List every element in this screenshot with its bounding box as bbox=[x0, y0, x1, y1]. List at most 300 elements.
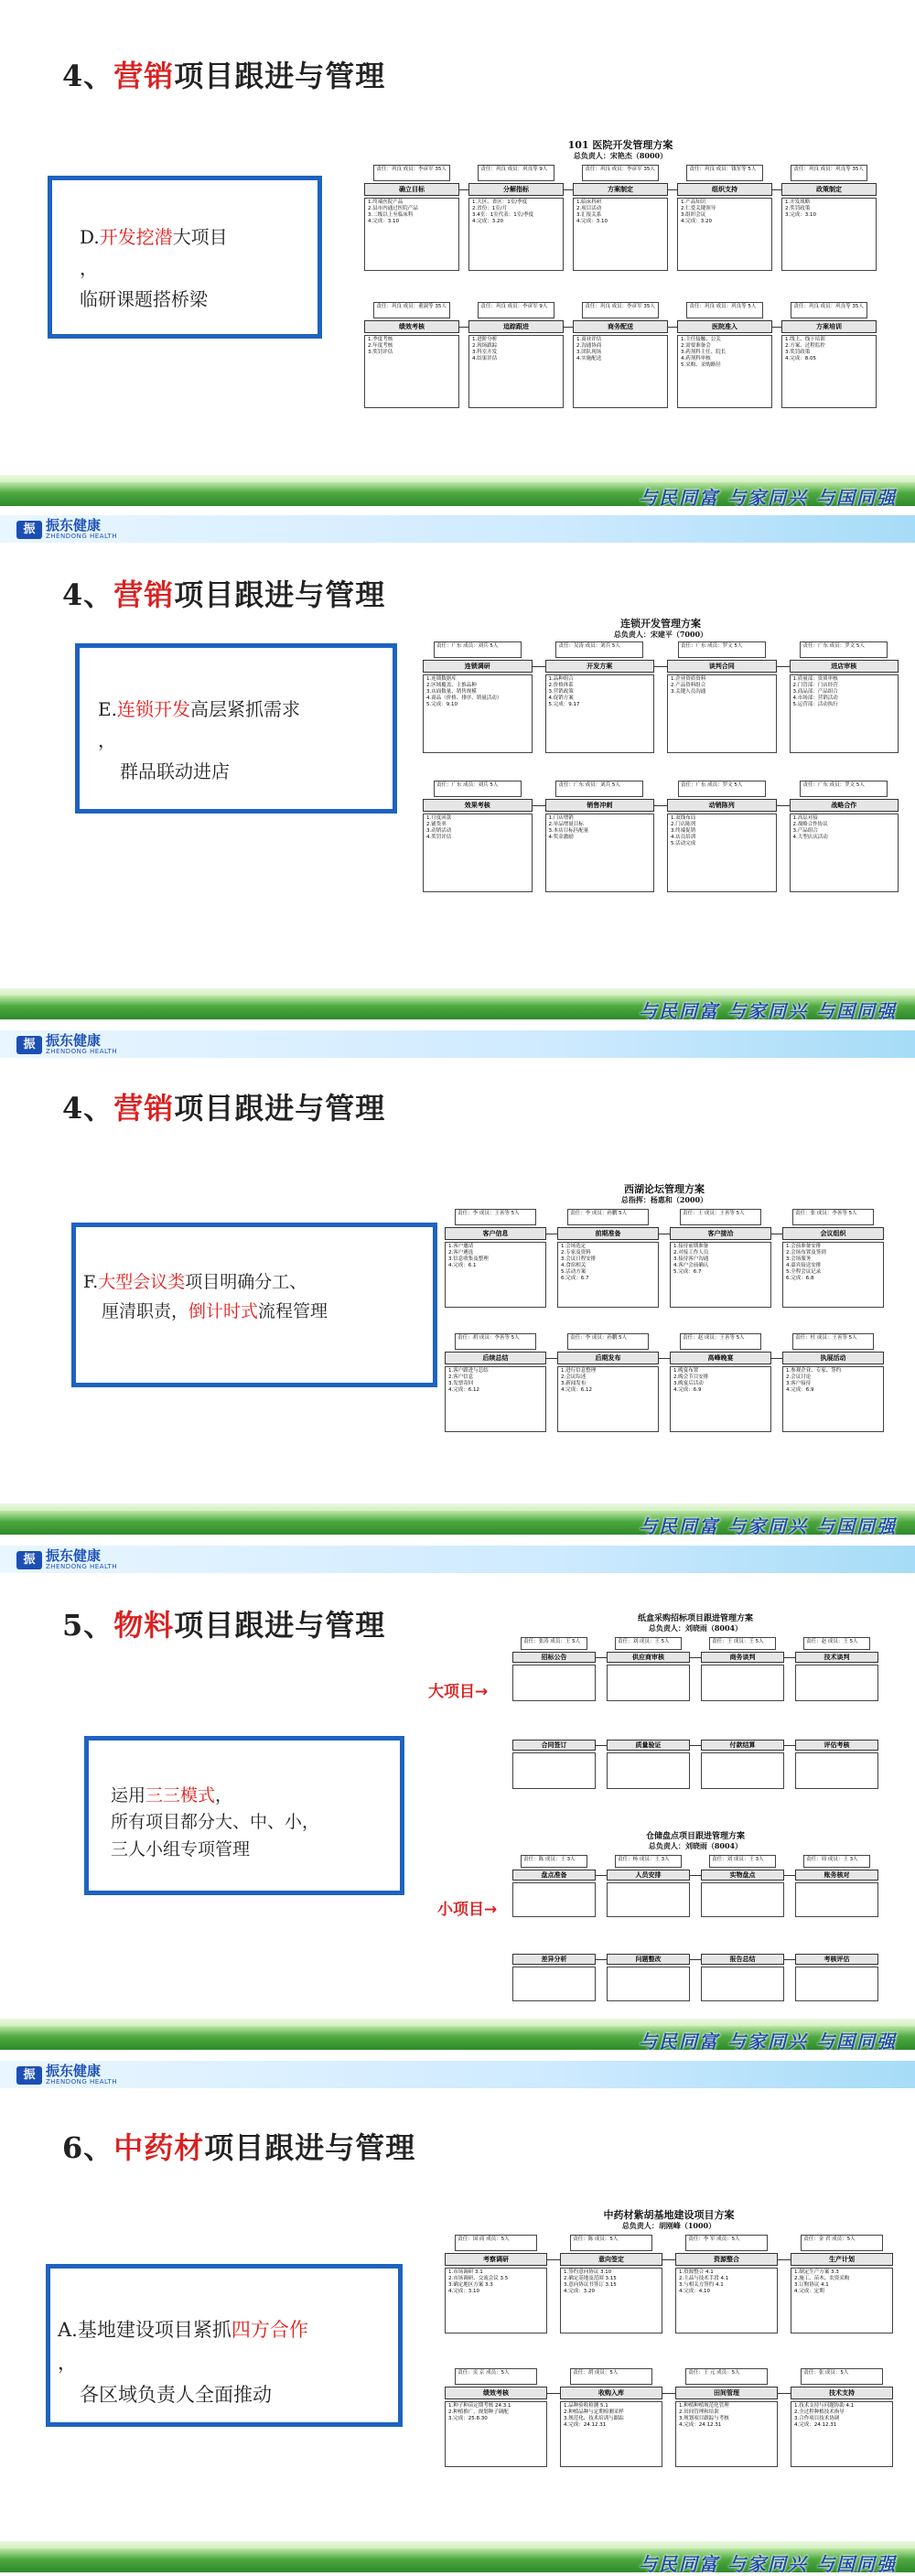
top-stage-box: 前期准备 bbox=[557, 1227, 659, 1240]
task-item: 4.店员培训 bbox=[671, 835, 696, 840]
task-item: 3.完成：25.8.30 bbox=[448, 2416, 488, 2421]
task-item: 3.客户接待 bbox=[786, 1381, 812, 1386]
connector-line bbox=[533, 666, 545, 667]
bottom-responsible-box: 责任：广东 成员：罗文 5人 bbox=[678, 781, 766, 797]
bottom-stage-box: 质量验证 bbox=[607, 1740, 690, 1751]
bottom-task-list bbox=[423, 814, 533, 892]
task-item: 4.完成：3.20 bbox=[564, 2289, 595, 2294]
connector-line bbox=[784, 1657, 795, 1658]
task-item: 2.专家及资料 bbox=[561, 1250, 591, 1256]
top-responsible-box: 责任：刘 成员：王 3人 bbox=[709, 1855, 776, 1868]
task-item: 5.完成：6.7 bbox=[673, 1269, 702, 1275]
task-item: 2.方案、过程监控 bbox=[785, 343, 825, 349]
task-item: 3.终端促销 bbox=[671, 828, 696, 834]
task-item: 4.完成：6.9 bbox=[673, 1387, 702, 1393]
top-responsible-box: 责任：王 成员：王善等 5人 bbox=[680, 1209, 761, 1225]
bottom-stage-box: 执展活动 bbox=[782, 1352, 884, 1364]
chart-subtitle: 总负责人：宋建平（7000） bbox=[613, 630, 708, 639]
task-item: 4.完成：3.10 bbox=[368, 219, 399, 224]
top-task-list bbox=[670, 1242, 771, 1308]
task-item: 3.团队现场 bbox=[576, 350, 602, 355]
task-item: 3.店面数量、销售规模 bbox=[426, 689, 477, 695]
task-item: 2.市场调研、交流会议 3.5 bbox=[448, 2276, 509, 2281]
top-stage-box: 人员安排 bbox=[607, 1870, 690, 1881]
task-item: 1.进行信息整理 bbox=[561, 1368, 597, 1374]
task-item: 1.种植种植规范化管理 bbox=[679, 2403, 729, 2409]
connector-line bbox=[564, 189, 573, 190]
top-responsible-box: 责任：李 成员：王善等 5人 bbox=[455, 1209, 536, 1225]
task-item: 5.完成：9.10 bbox=[426, 702, 458, 707]
task-item: 2.门管部：门店经营 bbox=[792, 683, 838, 688]
top-task-list bbox=[545, 674, 655, 753]
management-chart bbox=[445, 1181, 884, 1456]
task-item: 2.会场布置及签到 bbox=[786, 1250, 826, 1256]
brand-logo: 振 振东健康 ZHENDONG HEALTH bbox=[16, 1549, 117, 1570]
task-item: 1.开发战略 bbox=[785, 199, 811, 205]
task-item: 1.晚宴布置 bbox=[673, 1368, 699, 1374]
task-item: 3.产品组合 bbox=[792, 828, 818, 834]
slogan: 与民同富 与家同兴 与国同强 bbox=[639, 1515, 897, 1537]
task-item: 1.终端医院产品 bbox=[368, 199, 404, 205]
task-item: 4.市场部：营销活动 bbox=[792, 695, 838, 701]
top-stage-box: 考察调研 bbox=[445, 2253, 547, 2266]
connector-line bbox=[777, 666, 790, 667]
top-task-list bbox=[607, 1665, 690, 1701]
task-item: 4.完成：6.12 bbox=[448, 1387, 479, 1393]
task-item: 6.完成：6.8 bbox=[786, 1276, 814, 1281]
task-item: 5.完成：9.17 bbox=[548, 702, 580, 707]
top-stage-box: 实物盘点 bbox=[701, 1870, 784, 1881]
top-stage-box: 开发方案 bbox=[545, 660, 655, 673]
task-item: 2.对接工作人员 bbox=[673, 1250, 709, 1256]
bottom-task-list bbox=[545, 814, 655, 892]
task-item: 1.参观企业、专家、签约 bbox=[786, 1368, 842, 1374]
management-chart bbox=[445, 2207, 893, 2509]
bottom-task-list bbox=[701, 1967, 784, 2001]
task-item: 2.县市内通过医院产品 bbox=[368, 206, 418, 211]
top-task-list bbox=[445, 1242, 546, 1308]
top-stage-box: 谈判合同 bbox=[667, 660, 777, 673]
task-item: 3.信息收集及整理 bbox=[448, 1256, 489, 1262]
top-responsible-box: 责任：刘 成员：王 5人 bbox=[615, 1637, 682, 1650]
task-item: 1.连锁数据库 bbox=[426, 676, 457, 682]
task-item: 2.区域覆盖、主推品种 bbox=[426, 683, 477, 688]
connector-line bbox=[459, 327, 468, 328]
task-item: 4.完成：定期 bbox=[794, 2289, 824, 2294]
slide-5 bbox=[0, 2061, 915, 2576]
top-stage-box: 确立目标 bbox=[364, 183, 459, 196]
task-item: 4.药剂科审核 bbox=[681, 356, 711, 361]
task-item: 2.种植推广，规划种子调配 bbox=[448, 2409, 509, 2415]
top-responsible-box: 责任：巩良 成员：钱军等 5人 bbox=[686, 165, 762, 181]
task-item: 2.客户遴选 bbox=[448, 1250, 474, 1256]
connector-line bbox=[654, 805, 667, 806]
task-item: 2.战略合作协议 bbox=[792, 822, 828, 827]
task-item: 1.高层对接 bbox=[792, 815, 818, 821]
label-big-project: 大项目→ bbox=[428, 1683, 489, 1701]
bottom-task-list bbox=[557, 1366, 659, 1432]
connector-line bbox=[668, 327, 677, 328]
task-item: 4.完成：8.05 bbox=[785, 356, 816, 361]
task-item: 3.会场服务 bbox=[786, 1256, 812, 1262]
connector-line bbox=[662, 2393, 675, 2394]
bottom-task-list bbox=[573, 335, 668, 408]
chart-title: 西湖论坛管理方案 bbox=[624, 1183, 705, 1195]
bottom-task-list bbox=[795, 1752, 878, 1789]
bottom-task-list bbox=[701, 1752, 784, 1789]
task-item: 2.门店陈列 bbox=[671, 822, 696, 827]
connector-line bbox=[772, 189, 781, 190]
top-task-list bbox=[557, 1242, 659, 1308]
task-item: 1.签约意向协议 3.10 bbox=[564, 2269, 612, 2275]
task-item: 3.发票寄回 bbox=[448, 1381, 474, 1386]
task-item: 1.会场选定 bbox=[561, 1244, 587, 1249]
footer-banner bbox=[0, 475, 915, 515]
task-item: 1.大区、省区：1室/季度 bbox=[472, 199, 528, 205]
task-item: 3.与相关方签约 4.1 bbox=[679, 2282, 724, 2288]
task-item: 2.主品与技术手段 4.1 bbox=[679, 2276, 729, 2281]
top-responsible-box: 责任：李 军 成员：5人 bbox=[685, 2235, 768, 2251]
top-stage-box: 分解指标 bbox=[468, 183, 564, 196]
bottom-responsible-box: 责任：巩良 成员：巩良等 35人 bbox=[791, 302, 867, 318]
task-item: 5.活动完成 bbox=[671, 841, 696, 846]
label-small-project: 小项目→ bbox=[437, 1901, 498, 1919]
bottom-stage-box: 技术支持 bbox=[791, 2387, 893, 2399]
task-item: 1.主任接触、公关 bbox=[681, 337, 721, 342]
chart-subtitle: 总负责人：刘晓雨（8004） bbox=[648, 1841, 743, 1850]
top-stage-box: 资源整合 bbox=[675, 2253, 778, 2266]
task-item: 3.营销政策 bbox=[548, 689, 574, 695]
bottom-responsible-box: 责任：胡 成员：5人 bbox=[570, 2368, 652, 2385]
task-item: 2.晚会节目安排 bbox=[673, 1374, 709, 1380]
task-item: 1.质量部：资质审核 bbox=[792, 676, 838, 682]
top-task-list bbox=[791, 2268, 893, 2333]
bottom-task-list bbox=[607, 1752, 690, 1789]
connector-line bbox=[778, 2259, 791, 2260]
chart-title: 中药材紫胡基地建设项目方案 bbox=[603, 2209, 735, 2221]
top-stage-box: 盘点准备 bbox=[512, 1870, 596, 1881]
top-task-list bbox=[782, 1242, 884, 1308]
task-item: 4.完成：6.9 bbox=[786, 1387, 814, 1393]
task-item: 4.完成：3.10 bbox=[576, 219, 608, 224]
task-item: 2.全过程种植技术指导 bbox=[794, 2409, 845, 2415]
connector-line bbox=[690, 1875, 701, 1876]
connector-line bbox=[596, 1959, 607, 1960]
task-item: 3.商品部：产品组合 bbox=[792, 689, 838, 695]
top-stage-box: 招标公告 bbox=[512, 1652, 596, 1663]
bottom-responsible-box: 责任：杜 成员：王善等 5人 bbox=[792, 1333, 874, 1350]
chart-subtitle: 总指挥：杨惠和（2000） bbox=[620, 1195, 708, 1204]
slide-1 bbox=[0, 0, 915, 515]
connector-line bbox=[596, 1657, 607, 1658]
top-responsible-box: 责任：巩良 成员：李彦军 35人 bbox=[582, 165, 658, 181]
task-item: 3.会议日程安排 bbox=[561, 1256, 597, 1262]
footer-banner bbox=[0, 1504, 915, 1546]
header-bar bbox=[0, 515, 915, 543]
bottom-stage-box: 方案培训 bbox=[781, 320, 877, 333]
bottom-stage-box: 动销陈列 bbox=[667, 799, 777, 812]
task-item: 3.关键人员沟通 bbox=[671, 689, 706, 695]
task-item: 2.奖罚政策 bbox=[785, 206, 811, 211]
bottom-stage-box: 合同签订 bbox=[512, 1740, 596, 1751]
callout-box: F.大型会议类项目明确分工、 厘清职责，倒计时式流程管理 bbox=[71, 1223, 437, 1387]
task-item: 4.商品（价格、排序、销量活动） bbox=[426, 695, 502, 701]
bottom-stage-box: 问题整改 bbox=[607, 1954, 690, 1965]
task-item: 1.技术支持与问题协助 4.1 bbox=[794, 2403, 855, 2409]
task-item: 4.完成：6.12 bbox=[561, 1387, 592, 1393]
slogan: 与民同富 与家同兴 与国同强 bbox=[639, 2553, 897, 2575]
top-stage-box: 连锁调研 bbox=[423, 660, 533, 673]
task-item: 3.合作项目技术协调 bbox=[794, 2416, 840, 2421]
task-item: 1.市场调研 3.1 bbox=[448, 2269, 483, 2275]
top-task-list bbox=[795, 1665, 878, 1701]
bottom-task-list bbox=[512, 1967, 596, 2001]
management-chart bbox=[423, 616, 899, 922]
management-chart-big bbox=[512, 1611, 878, 1817]
connector-line bbox=[546, 1358, 557, 1359]
task-item: 3.奖罚政策 bbox=[785, 350, 811, 355]
connector-line bbox=[690, 1657, 701, 1658]
footer-banner bbox=[0, 2541, 915, 2576]
task-item: 3.本店目标匹配量 bbox=[548, 828, 589, 834]
task-item: 1.资源整合 4.1 bbox=[679, 2269, 714, 2275]
top-task-list bbox=[795, 1882, 878, 1917]
top-stage-box: 意向签定 bbox=[560, 2253, 662, 2266]
top-stage-box: 政策制定 bbox=[781, 183, 877, 196]
top-responsible-box: 责任：张 成员：李善等 5人 bbox=[792, 1209, 874, 1225]
bottom-stage-box: 田间管理 bbox=[675, 2387, 778, 2399]
task-item: 4.实施配送 bbox=[576, 356, 602, 361]
task-item: 3.4室：1室代表：1室/季度 bbox=[472, 212, 534, 218]
chart-title: 101 医院开发管理方案 bbox=[567, 139, 673, 151]
task-item: 4.完成：4.10 bbox=[679, 2289, 710, 2294]
task-item: 3.订购协议 4.1 bbox=[794, 2282, 829, 2288]
top-task-list bbox=[573, 198, 668, 271]
bottom-stage-box: 后期发布 bbox=[557, 1352, 659, 1364]
callout-box: E.连锁开发高层紧抓需求 ， 群品联动进店 bbox=[75, 643, 397, 814]
task-item: 2.省份：1室/月 bbox=[472, 206, 508, 211]
task-item: 6.完成：6.7 bbox=[561, 1276, 589, 1281]
top-stage-box: 会议组织 bbox=[782, 1227, 884, 1240]
task-item: 4.促销方案 bbox=[548, 695, 574, 701]
task-item: 3.药剂科主任、院长 bbox=[681, 350, 727, 355]
bottom-responsible-box: 责任：页 京 成员：5人 bbox=[455, 2368, 537, 2385]
top-stage-box: 进店审核 bbox=[790, 660, 899, 673]
bottom-responsible-box: 责任：王 元 成员：5人 bbox=[685, 2368, 768, 2385]
header-bar bbox=[0, 2061, 915, 2088]
bottom-stage-box: 差异分析 bbox=[512, 1954, 596, 1965]
task-item: 1.季度考核 bbox=[368, 337, 393, 342]
task-item: 2.种植品种与定期检测采样 bbox=[564, 2409, 624, 2415]
top-stage-box: 商务谈判 bbox=[701, 1652, 784, 1663]
bottom-task-list bbox=[445, 2401, 547, 2467]
top-task-list bbox=[677, 198, 772, 271]
task-item: 3.组织会议 bbox=[681, 212, 706, 218]
top-responsible-box: 责任：巩良 成员：李彦军 35人 bbox=[373, 165, 449, 181]
connector-line bbox=[690, 1959, 701, 1960]
bottom-stage-box: 绩效考核 bbox=[364, 320, 459, 333]
bottom-stage-box: 高峰晚宴 bbox=[670, 1352, 771, 1364]
bottom-task-list bbox=[607, 1967, 690, 2001]
task-item: 3.汇报关系 bbox=[576, 212, 602, 218]
connector-line bbox=[564, 327, 573, 328]
task-item: 3.接待客户沟通 bbox=[673, 1256, 709, 1262]
chart-title: 仓储盘点项目跟进管理方案 bbox=[645, 1832, 745, 1841]
top-responsible-box: 责任：国 商 成员：5人 bbox=[455, 2235, 537, 2251]
bottom-responsible-box: 责任：赵 成员：王善等 5人 bbox=[680, 1333, 761, 1350]
top-responsible-box: 责任：陈 成员：5人 bbox=[570, 2235, 652, 2251]
task-item: 2.产品资料组合 bbox=[671, 683, 706, 688]
connector-line bbox=[459, 189, 468, 190]
bottom-stage-box: 后续总结 bbox=[445, 1352, 546, 1364]
task-item: 1.接待前期准备 bbox=[673, 1244, 709, 1249]
task-item: 5.活动方案 bbox=[561, 1269, 587, 1275]
top-task-list bbox=[512, 1665, 596, 1701]
connector-line bbox=[690, 1745, 701, 1746]
top-task-list bbox=[701, 1882, 784, 1917]
connector-line bbox=[784, 1959, 795, 1960]
task-item: 4.奖罚评估 bbox=[426, 835, 452, 840]
bottom-responsible-box: 责任：张 成员：5人 bbox=[801, 2368, 883, 2385]
task-item: 1.客户跟进与总结 bbox=[448, 1368, 489, 1374]
bottom-responsible-box: 责任：李 成员：孙鹏 5人 bbox=[567, 1333, 649, 1350]
bottom-task-list bbox=[364, 335, 459, 408]
top-responsible-box: 责任：吴涛 成员：刘兵 5人 bbox=[555, 641, 643, 658]
bottom-stage-box: 效果考核 bbox=[423, 799, 533, 812]
bottom-stage-box: 医院准入 bbox=[677, 320, 772, 333]
top-task-list bbox=[781, 198, 877, 271]
task-item: 3.奖罚评估 bbox=[368, 350, 393, 355]
top-responsible-box: 责任：李 成员：孙鹏 5人 bbox=[567, 1209, 649, 1225]
bottom-task-list bbox=[790, 814, 899, 892]
task-item: 4.结果评估 bbox=[472, 356, 498, 361]
connector-line bbox=[771, 1358, 782, 1359]
connector-line bbox=[533, 805, 545, 806]
task-item: 1.品种验收检测 5.1 bbox=[564, 2403, 608, 2409]
task-item: 4.奖金激励 bbox=[548, 835, 574, 840]
connector-line bbox=[596, 1745, 607, 1746]
top-responsible-box: 责任：巩良 成员：巩良等 35人 bbox=[791, 165, 867, 181]
top-task-list bbox=[607, 1882, 690, 1917]
task-item: 2.会议讨论 bbox=[786, 1374, 812, 1380]
top-task-list bbox=[667, 674, 777, 753]
header-bar bbox=[0, 1546, 915, 1573]
bottom-task-list bbox=[468, 335, 564, 408]
task-item: 1.产品知识 bbox=[681, 199, 706, 205]
chart-subtitle: 总负责人：胡刚峰（1000） bbox=[621, 2221, 716, 2230]
top-task-list bbox=[468, 198, 564, 271]
bottom-task-list bbox=[782, 1366, 884, 1432]
top-responsible-box: 责任：巩良 成员：巩良等 9人 bbox=[478, 165, 554, 181]
callout-box: A.基地建设项目紧抓四方合作 ， 各区域负责人全面推动 bbox=[46, 2264, 403, 2427]
task-item: 3.确定地区方案 3.3 bbox=[448, 2282, 493, 2288]
bottom-task-list bbox=[795, 1967, 878, 2001]
top-task-list bbox=[675, 2268, 778, 2333]
task-item: 3.动销活动 bbox=[426, 828, 452, 834]
slogan: 与民同富 与家同兴 与国同强 bbox=[639, 2031, 897, 2053]
slide-2 bbox=[0, 515, 915, 1030]
task-item: 1.门店增销 bbox=[548, 815, 574, 821]
task-item: 4.完成：6.1 bbox=[448, 1263, 477, 1268]
top-responsible-box: 责任：广东 成员：刘兵 5人 bbox=[434, 641, 522, 658]
top-stage-box: 组织支持 bbox=[677, 183, 772, 196]
top-task-list bbox=[364, 198, 459, 271]
chart-title: 连锁开发管理方案 bbox=[620, 618, 701, 630]
slide-title: 4、营销项目跟进与管理 bbox=[62, 59, 386, 93]
top-stage-box: 供应商审核 bbox=[607, 1652, 690, 1663]
slide-3 bbox=[0, 1030, 915, 1546]
task-item: 1.月度回款 bbox=[426, 815, 452, 821]
bottom-task-list bbox=[781, 335, 877, 408]
task-item: 2.单品增量目标 bbox=[548, 822, 584, 827]
top-responsible-box: 责任：周 成员：王 3人 bbox=[803, 1855, 870, 1868]
task-item: 3.科室开发 bbox=[472, 350, 498, 355]
top-responsible-box: 责任：张涛 成员：王 5人 bbox=[521, 1637, 587, 1650]
bottom-task-list bbox=[667, 814, 777, 892]
bottom-stage-box: 销售冲刺 bbox=[545, 799, 655, 812]
bottom-stage-box: 考核评估 bbox=[795, 1954, 878, 1965]
top-task-list bbox=[701, 1665, 784, 1701]
task-item: 2.沟通协商 bbox=[576, 343, 602, 349]
top-stage-box: 账务核对 bbox=[795, 1870, 878, 1881]
slogan: 与民同富 与家同兴 与国同强 bbox=[639, 1000, 897, 1022]
connector-line bbox=[784, 1875, 795, 1876]
bottom-responsible-box: 责任：胡 成员：李善等 5人 bbox=[455, 1333, 536, 1350]
footer-banner bbox=[0, 988, 915, 1030]
brand-logo: 振 振东健康 ZHENDONG HEALTH bbox=[16, 519, 117, 540]
top-responsible-box: 责任：陈 成员：王 3人 bbox=[521, 1855, 587, 1868]
bottom-task-list bbox=[512, 1752, 596, 1789]
bottom-stage-box: 付款结算 bbox=[701, 1740, 784, 1751]
connector-line bbox=[668, 189, 677, 190]
top-responsible-box: 责任：广东 成员：罗文 5人 bbox=[678, 641, 766, 658]
slide-4 bbox=[0, 1546, 915, 2061]
task-item: 4.大型店庆活动 bbox=[792, 835, 828, 840]
bottom-stage-box: 商务配送 bbox=[573, 320, 668, 333]
task-item: 2.现场跟踪 bbox=[472, 343, 498, 349]
top-stage-box: 技术谈判 bbox=[795, 1652, 878, 1663]
task-item: 4.完成：3.20 bbox=[681, 219, 712, 224]
connector-line bbox=[659, 1358, 670, 1359]
chart-subtitle: 总负责人：刘晓雨（8004） bbox=[648, 1623, 743, 1633]
connector-line bbox=[662, 2259, 675, 2260]
bottom-responsible-box: 责任：广东 成员：刘兵 5人 bbox=[434, 781, 522, 797]
connector-line bbox=[547, 2259, 560, 2260]
connector-line bbox=[596, 1875, 607, 1876]
top-stage-box: 方案制定 bbox=[573, 183, 668, 196]
task-item: 5.全程会议记录 bbox=[786, 1269, 822, 1275]
top-task-list bbox=[445, 2268, 547, 2333]
bottom-task-list bbox=[445, 1366, 546, 1432]
task-item: 5.运营部：活动执行 bbox=[792, 702, 838, 707]
task-item: 1.临床科研 bbox=[576, 199, 602, 205]
top-task-list bbox=[423, 674, 533, 753]
task-item: 3.完成：3.10 bbox=[785, 212, 816, 218]
task-item: 1.线上、线下培训 bbox=[785, 337, 825, 342]
bottom-responsible-box: 责任：巩良 成员：李彦军 9人 bbox=[478, 302, 554, 318]
task-item: 3.意向协议书签订 3.15 bbox=[564, 2282, 617, 2288]
bottom-stage-box: 绩效考核 bbox=[445, 2387, 547, 2399]
bottom-stage-box: 战略合作 bbox=[790, 799, 899, 812]
bottom-responsible-box: 责任：巩良 成员：李彦军 35人 bbox=[582, 302, 658, 318]
management-chart-small bbox=[512, 1829, 878, 2023]
connector-line bbox=[784, 1745, 795, 1746]
task-item: 4.客户会前确认 bbox=[673, 1263, 709, 1268]
top-responsible-box: 责任：杨 成员：王 3人 bbox=[615, 1855, 682, 1868]
connector-line bbox=[772, 327, 781, 328]
bottom-stage-box: 追踪跟进 bbox=[468, 320, 564, 333]
task-item: 2.施工、苗木、农资采购 bbox=[794, 2276, 850, 2281]
